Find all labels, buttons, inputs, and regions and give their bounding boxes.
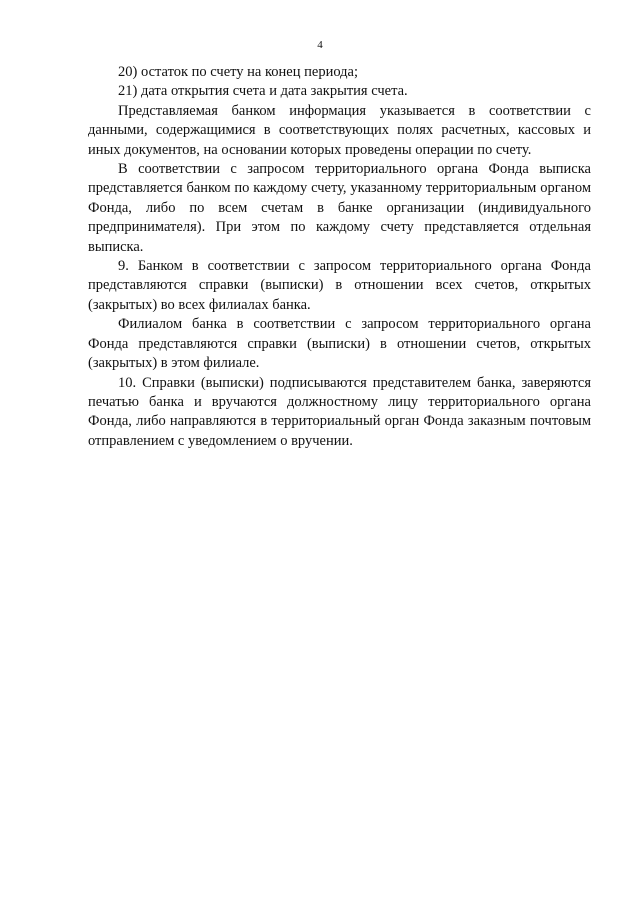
paragraph-section-9: 9. Банком в соответствии с запросом территориального органа Фонда представляются справки (выписки) в отношении всех счетов, открытых (закрытых) во всех филиалах банка. (88, 258, 591, 313)
page-number: 4 (317, 39, 323, 51)
paragraph-item-20: 20) остаток по счету на конец периода; (118, 64, 359, 80)
paragraph-item-21: 21) дата открытия счета и дата закрытия счета. (118, 83, 408, 100)
paragraph-information-source: Представляемая банком информация указывается в соответствии с данными, содержащимися в соответствующих полях расчетных, кассовых и иных документов, на основании которых проведены операции по счету. (88, 102, 591, 158)
paragraph-statement-per-account: В соответствии с запросом территориального органа Фонда выписка представляется банком по каждому счету, указанному территориальным органом Фонда, либо по всем счетам в банке организации (индивидуального предпринимателя). При этом по каждому счету представляется отдельная выписка. (88, 161, 591, 255)
paragraph-branch-statements: Филиалом банка в соответствии с запросом территориального органа Фонда представляются справки (выписки) в отношении счетов, открытых (закрытых) в этом филиале. (88, 316, 591, 372)
document-body (88, 63, 591, 451)
paragraph-section-10: 10. Справки (выписки) подписываются представителем банка, заверяются печатью банка и вручаются должностному лицу территориального органа Фонда, либо направляются в территориальный орган Фонда заказным почтовым отправлением с уведомлением о вручении. (88, 374, 591, 449)
